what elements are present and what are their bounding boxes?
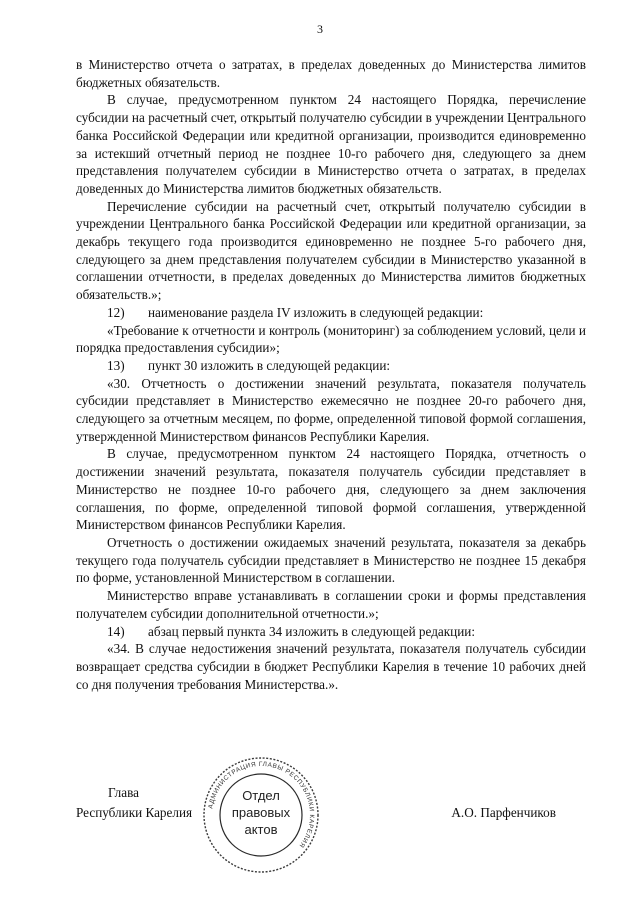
list-item-number: 12): [107, 304, 125, 320]
paragraph-clause-34: «34. В случае недостижения значений результата, показателя получатель субсидии возвращает средства субсидии в бюджет Республики Карелия в течение 10 рабочих дней со дня получения требования Министерства.».: [76, 641, 586, 692]
paragraph-continuation: в Министерство отчета о затратах, в пределах доведенных до Министерства лимитов бюджетных обязательств.: [76, 57, 586, 90]
paragraph-additional-reporting: Министерство вправе устанавливать в соглашении сроки и формы представления получателем субсидии дополнительной отчетности.»;: [76, 588, 586, 621]
paragraph-section-iv-title: «Требование к отчетности и контроль (мониторинг) за соблюдением условий, цели и порядка предоставления субсидии»;: [76, 322, 586, 356]
list-item-number: 14): [107, 623, 125, 639]
document-body: [76, 56, 586, 693]
paragraph-transfer-december: Перечисление субсидии на расчетный счет, открытый получателю субсидии в учреждении Центрального банка Российской Федерации или кредитной организации, за декабрь текущего года производится единовременно не позднее 5-го рабочего дня, следующего за днем представления получателем субсидии в Министерство указанной в соглашении отчетности, в пределах доведенных до Министерства лимитов бюджетных обязательств.»;: [76, 198, 586, 303]
signatory-post: Глава: [108, 785, 139, 800]
signature-block: [76, 784, 586, 844]
list-item-number: 13): [107, 357, 125, 373]
stamp-ring-text: АДМИНИСТРАЦИЯ ГЛАВЫ РЕСПУБЛИКИ КАРЕЛИЯ: [207, 760, 316, 850]
official-stamp: [196, 756, 326, 874]
list-item-13: [76, 357, 586, 375]
list-item-14: [76, 623, 586, 641]
signatory-name: А.О. Парфенчиков: [451, 805, 556, 820]
list-item-text: пункт 30 изложить в следующей редакции:: [148, 357, 391, 373]
list-item-12: [76, 304, 586, 322]
paragraph-reporting-case-24: В случае, предусмотренном пунктом 24 настоящего Порядка, отчетность о достижении значений результата, показателя получатель субсидии представляет в Министерство не позднее 10-го рабочего дня, следующего за днем заключения соглашения, по форме, определенной типовой формой соглашения, утвержденной Министерством финансов Республики Карелия.: [76, 446, 586, 533]
stamp-line-3: актов: [244, 822, 278, 837]
paragraph-reporting-december: Отчетность о достижении ожидаемых значений результата, показателя за декабрь текущего года получатель субсидии представляет в Министерство не позднее 15 декабря по форме, установленной Министерством в соглашении.: [76, 534, 586, 586]
list-item-text: наименование раздела IV изложить в следующей редакции:: [148, 304, 484, 320]
stamp-line-2: правовых: [231, 805, 291, 820]
paragraph-clause-30: «30. Отчетность о достижении значений результата, показателя получатель субсидии представляет в Министерство ежемесячно не позднее 20-го рабочего дня, следующего за отчетным месяцем, по форме, определенной типовой формой соглашения, утвержденной Министерством финансов Республики Карелия.: [76, 375, 586, 444]
page-number: 3: [317, 22, 323, 36]
stamp-line-1: Отдел: [242, 788, 280, 803]
list-item-text: абзац первый пункта 34 изложить в следующей редакции:: [148, 623, 476, 639]
signatory-region: Республики Карелия: [76, 805, 193, 820]
paragraph-transfer-case-24: В случае, предусмотренном пунктом 24 настоящего Порядка, перечисление субсидии на расчетный счет, открытый получателю субсидии в учреждении Центрального банка Российской Федерации или кредитной организации, производится единовременно за истекший отчетный период не позднее 10-го рабочего дня, следующего за днем представления получателем субсидии в Министерство отчета о затратах, в пределах доведенных до Министерства лимитов бюджетных обязательств.: [76, 92, 586, 196]
